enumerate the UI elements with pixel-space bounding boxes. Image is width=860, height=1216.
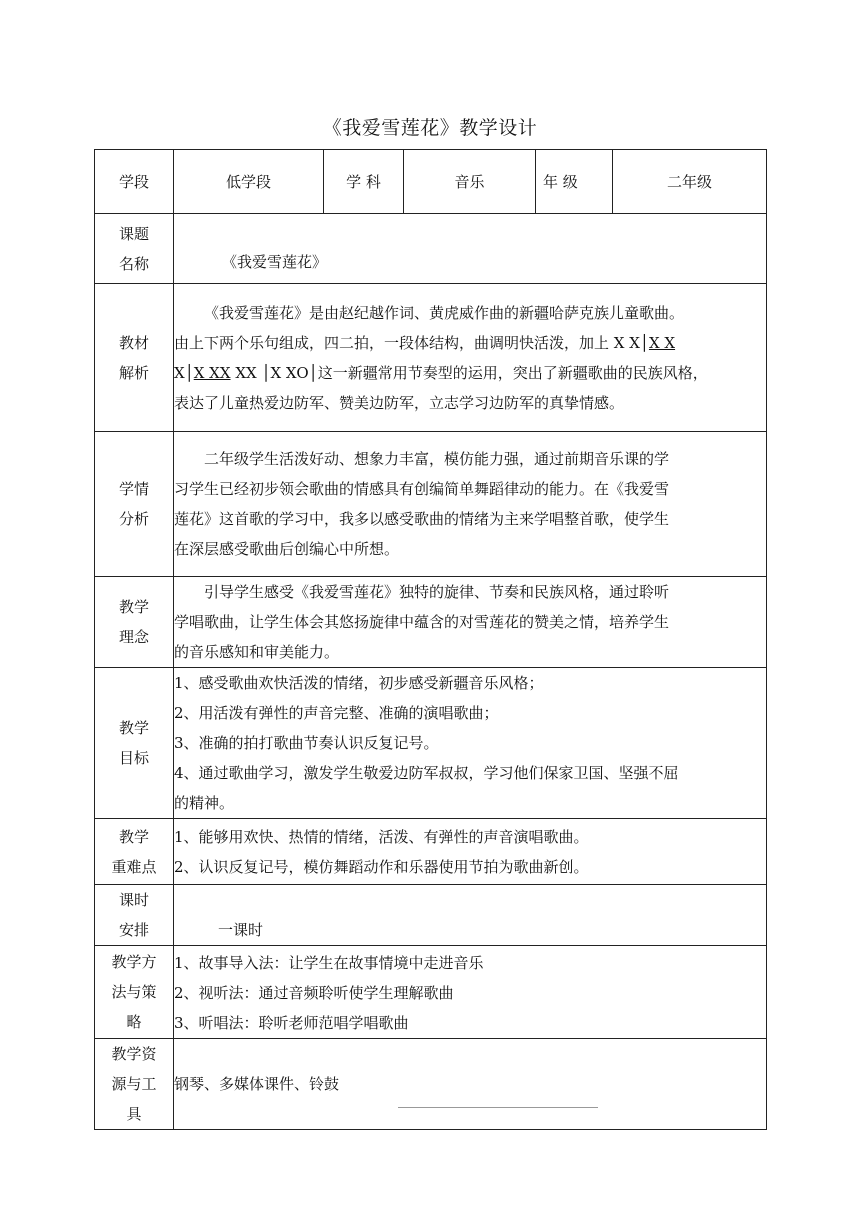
subject-value: 音乐	[404, 150, 536, 214]
resources-row	[95, 1039, 767, 1130]
list-item: 4、通过歌曲学习，激发学生敬爱边防军叔叔，学习他们保家卫国、坚强不屈	[174, 764, 679, 782]
topic-label: 课题 名称	[95, 214, 174, 284]
list-item: 2、用活泼有弹性的声音完整、准确的演唱歌曲；	[174, 704, 499, 722]
key-points-row	[95, 819, 767, 885]
stage-value: 低学段	[174, 150, 324, 214]
grade-label: 年 级	[536, 150, 613, 214]
goals-label: 教学 目标	[95, 668, 174, 819]
resources-label: 教学资 源与工 具	[95, 1039, 174, 1130]
list-item: 2、视听法：通过音频聆听使学生理解歌曲	[174, 984, 454, 1002]
list-item: 1、故事导入法：让学生在故事情境中走进音乐	[174, 954, 484, 972]
goals-row	[95, 668, 767, 819]
schedule-label: 课时 安排	[95, 885, 174, 946]
students-label: 学情 分析	[95, 432, 174, 577]
methods-label: 教学方 法与策 略	[95, 946, 174, 1039]
header-row	[95, 150, 767, 214]
goals-content	[174, 668, 767, 819]
concept-content: 引导学生感受《我爱雪莲花》独特的旋律、节奏和民族风格，通过聆听 学唱歌曲，让学生体会其悠扬旋律中蕴含的对雪莲花的赞美之情，培养学生 的音乐感知和审美能力。	[174, 577, 767, 668]
schedule-row	[95, 885, 767, 946]
list-item: 3、准确的拍打歌曲节奏认识反复记号。	[174, 734, 439, 752]
resources-content: 钢琴、多媒体课件、铃鼓	[174, 1039, 767, 1130]
students-content: 二年级学生活泼好动、想象力丰富，模仿能力强，通过前期音乐课的学 习学生已经初步领会歌曲的情感具有创编简单舞蹈律动的能力。在《我爱雪 莲花》这首歌的学习中，我多以感受歌曲的情绪为主来学唱整首歌，使学生 在深层感受歌曲后创编心中所想。	[174, 432, 767, 577]
concept-row	[95, 577, 767, 668]
list-item: 2、认识反复记号，模仿舞蹈动作和乐器使用节拍为歌曲新创。	[174, 857, 589, 876]
footer-divider	[398, 1107, 598, 1108]
material-label: 教材 解析	[95, 284, 174, 432]
grade-value: 二年级	[613, 150, 767, 214]
list-item: 1、能够用欢快、热情的情绪，活泼、有弹性的声音演唱歌曲。	[174, 827, 589, 846]
key-points-content	[174, 819, 767, 885]
list-item: 1、感受歌曲欢快活泼的情绪，初步感受新疆音乐风格；	[174, 674, 544, 692]
schedule-content: 一课时	[174, 885, 767, 946]
subject-label: 学 科	[324, 150, 404, 214]
document-title: 《我爱雪莲花》教学设计	[322, 117, 538, 139]
concept-label: 教学 理念	[95, 577, 174, 668]
list-item: 3、听唱法：聆听老师范唱学唱歌曲	[174, 1014, 409, 1032]
material-row	[95, 284, 767, 432]
students-row	[95, 432, 767, 577]
topic-content: 《我爱雪莲花》	[174, 214, 767, 284]
lesson-plan-table	[94, 149, 767, 1130]
key-points-label: 教学 重难点	[95, 819, 174, 885]
methods-row	[95, 946, 767, 1039]
material-content: 《我爱雪莲花》是由赵纪越作词、黄虎威作曲的新疆哈萨克族儿童歌曲。 由上下两个乐句组成，四二拍，一段体结构，曲调明快活泼，加上 X X│X X X│X XX XX │X XO│这一新疆常用节奏型的运用，突出了新疆歌曲的民族风格， 表达了儿童热爱边防军、赞美边防军，立志学习边防军的真挚情感。	[174, 284, 767, 432]
list-item: 的精神。	[174, 794, 235, 812]
methods-content	[174, 946, 767, 1039]
topic-row	[95, 214, 767, 284]
stage-label: 学段	[95, 150, 174, 214]
